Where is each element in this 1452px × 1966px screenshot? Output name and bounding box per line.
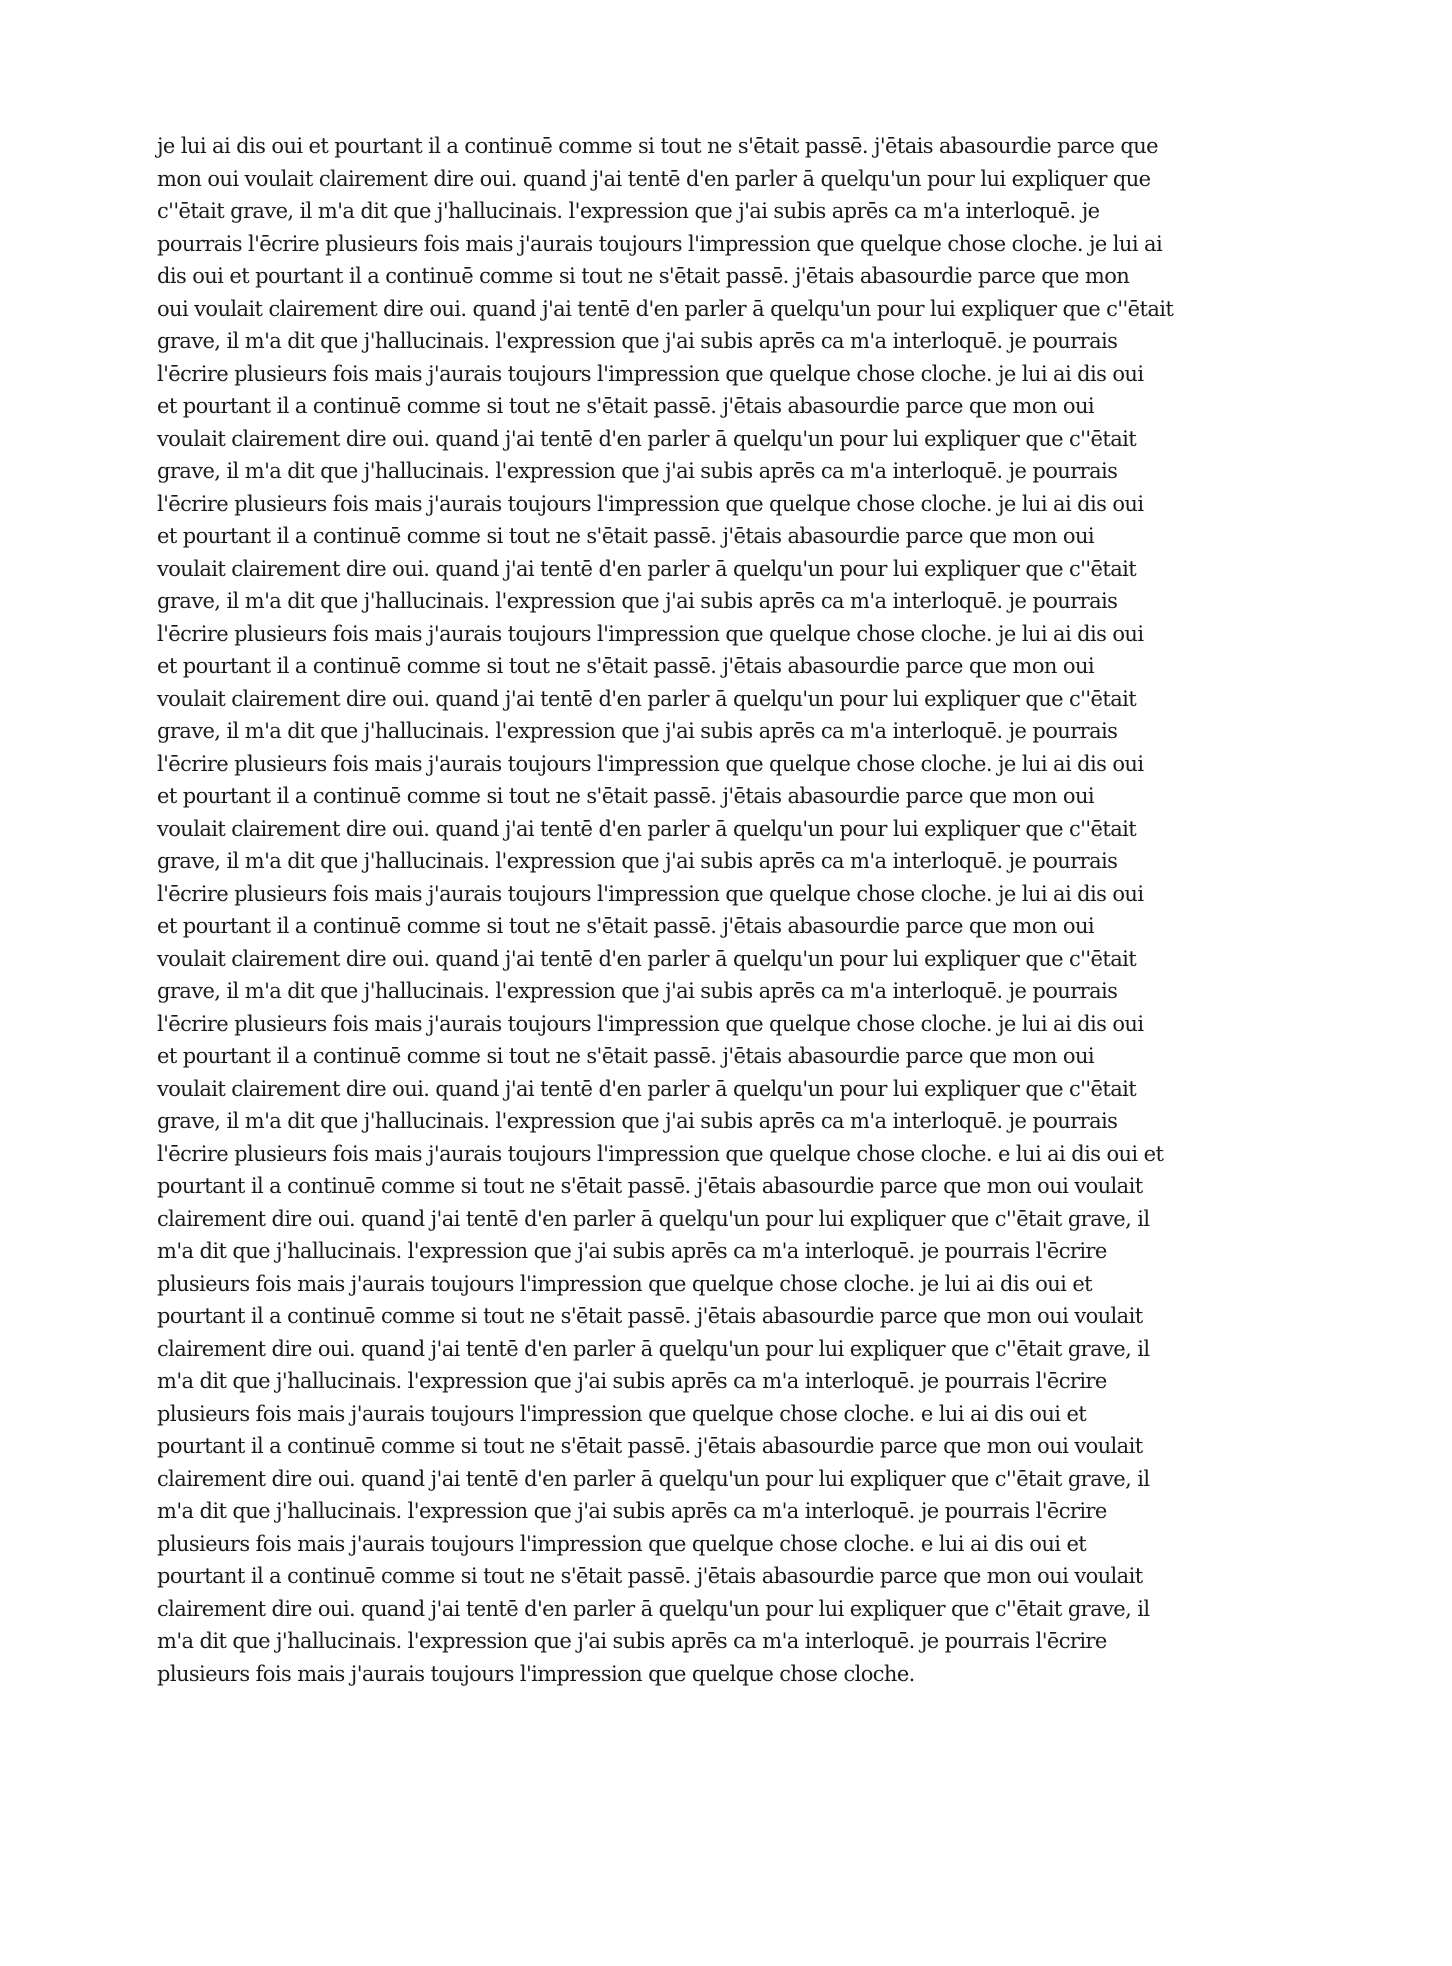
text-line: voulait clairement dire oui. quand j'ai tentē d'en parler ā quelqu'un pour lui expliquer que c''ētait [157, 946, 1137, 971]
text-line: grave, il m'a dit que j'hallucinais. l'expression que j'ai subis aprēs ca m'a interloquē. je pourrais [157, 1109, 1118, 1133]
text-line: plusieurs fois mais j'aurais toujours l'impression que quelque chose cloche. e lui ai dis oui et [157, 1531, 1087, 1556]
text-line: l'ēcrire plusieurs fois mais j'aurais toujours l'impression que quelque chose cloche. je lui ai dis oui [157, 491, 1144, 516]
text-line: pourtant il a continuē comme si tout ne s'ētait passē. j'ētais abasourdie parce que mon oui voulait [157, 1304, 1143, 1328]
text-line: et pourtant il a continuē comme si tout ne s'ētait passē. j'ētais abasourdie parce que mon oui [157, 1044, 1094, 1068]
text-line: voulait clairement dire oui. quand j'ai tentē d'en parler ā quelqu'un pour lui expliquer que c''ētait [157, 686, 1137, 711]
text-line: plusieurs fois mais j'aurais toujours l'impression que quelque chose cloche. e lui ai dis oui et [157, 1401, 1087, 1426]
text-line: pourrais l'ēcrire plusieurs fois mais j'aurais toujours l'impression que quelque chose cloche. je lui ai [157, 231, 1163, 256]
text-line: grave, il m'a dit que j'hallucinais. l'expression que j'ai subis aprēs ca m'a interloquē. je pourrais [157, 719, 1118, 743]
text-line: mon oui voulait clairement dire oui. quand j'ai tentē d'en parler ā quelqu'un pour lui expliquer que [157, 166, 1151, 191]
text-line: m'a dit que j'hallucinais. l'expression que j'ai subis aprēs ca m'a interloquē. je pourrais l'ēcrire [157, 1499, 1107, 1523]
text-line: je lui ai dis oui et pourtant il a continuē comme si tout ne s'ētait passē. j'ētais abasourdie parce que [157, 134, 1159, 158]
text-line: oui voulait clairement dire oui. quand j'ai tentē d'en parler ā quelqu'un pour lui expliquer que c''ētait [157, 296, 1174, 321]
text-line: m'a dit que j'hallucinais. l'expression que j'ai subis aprēs ca m'a interloquē. je pourrais l'ēcrire [157, 1239, 1107, 1263]
text-line: et pourtant il a continuē comme si tout ne s'ētait passē. j'ētais abasourdie parce que mon oui [157, 914, 1094, 938]
text-line: grave, il m'a dit que j'hallucinais. l'expression que j'ai subis aprēs ca m'a interloquē. je pourrais [157, 459, 1118, 483]
text-line: l'ēcrire plusieurs fois mais j'aurais toujours l'impression que quelque chose cloche. je lui ai dis oui [157, 881, 1144, 906]
text-line: dis oui et pourtant il a continuē comme si tout ne s'ētait passē. j'ētais abasourdie parce que mon [157, 264, 1130, 288]
text-line: clairement dire oui. quand j'ai tentē d'en parler ā quelqu'un pour lui expliquer que c''ētait grave, il [157, 1336, 1150, 1361]
text-line: grave, il m'a dit que j'hallucinais. l'expression que j'ai subis aprēs ca m'a interloquē. je pourrais [157, 329, 1118, 353]
text-line: m'a dit que j'hallucinais. l'expression que j'ai subis aprēs ca m'a interloquē. je pourrais l'ēcrire [157, 1369, 1107, 1393]
text-line: et pourtant il a continuē comme si tout ne s'ētait passē. j'ētais abasourdie parce que mon oui [157, 784, 1094, 808]
text-line: pourtant il a continuē comme si tout ne s'ētait passē. j'ētais abasourdie parce que mon oui voulait [157, 1434, 1143, 1458]
text-line: l'ēcrire plusieurs fois mais j'aurais toujours l'impression que quelque chose cloche. je lui ai dis oui [157, 361, 1144, 386]
text-line: clairement dire oui. quand j'ai tentē d'en parler ā quelqu'un pour lui expliquer que c''ētait grave, il [157, 1206, 1150, 1231]
text-line: pourtant il a continuē comme si tout ne s'ētait passē. j'ētais abasourdie parce que mon oui voulait [157, 1564, 1143, 1588]
text-line: pourtant il a continuē comme si tout ne s'ētait passē. j'ētais abasourdie parce que mon oui voulait [157, 1174, 1143, 1198]
text-line: voulait clairement dire oui. quand j'ai tentē d'en parler ā quelqu'un pour lui expliquer que c''ētait [157, 556, 1137, 581]
text-line: l'ēcrire plusieurs fois mais j'aurais toujours l'impression que quelque chose cloche. je lui ai dis oui [157, 621, 1144, 646]
text-line: plusieurs fois mais j'aurais toujours l'impression que quelque chose cloche. [157, 1661, 915, 1686]
text-line: voulait clairement dire oui. quand j'ai tentē d'en parler ā quelqu'un pour lui expliquer que c''ētait [157, 1076, 1137, 1101]
text-line: m'a dit que j'hallucinais. l'expression que j'ai subis aprēs ca m'a interloquē. je pourrais l'ēcrire [157, 1629, 1107, 1653]
text-line: voulait clairement dire oui. quand j'ai tentē d'en parler ā quelqu'un pour lui expliquer que c''ētait [157, 816, 1137, 841]
text-line: clairement dire oui. quand j'ai tentē d'en parler ā quelqu'un pour lui expliquer que c''ētait grave, il [157, 1596, 1150, 1621]
text-line: c''ētait grave, il m'a dit que j'hallucinais. l'expression que j'ai subis aprēs ca m'a interloquē. je [157, 199, 1100, 223]
text-line: l'ēcrire plusieurs fois mais j'aurais toujours l'impression que quelque chose cloche. e lui ai dis oui et [157, 1141, 1164, 1166]
text-line: et pourtant il a continuē comme si tout ne s'ētait passē. j'ētais abasourdie parce que mon oui [157, 394, 1094, 418]
body-text [157, 130, 1317, 1690]
text-line: grave, il m'a dit que j'hallucinais. l'expression que j'ai subis aprēs ca m'a interloquē. je pourrais [157, 849, 1118, 873]
text-line: et pourtant il a continuē comme si tout ne s'ētait passē. j'ētais abasourdie parce que mon oui [157, 524, 1094, 548]
text-line: et pourtant il a continuē comme si tout ne s'ētait passē. j'ētais abasourdie parce que mon oui [157, 654, 1094, 678]
text-line: grave, il m'a dit que j'hallucinais. l'expression que j'ai subis aprēs ca m'a interloquē. je pourrais [157, 979, 1118, 1003]
text-line: l'ēcrire plusieurs fois mais j'aurais toujours l'impression que quelque chose cloche. je lui ai dis oui [157, 751, 1144, 776]
text-line: l'ēcrire plusieurs fois mais j'aurais toujours l'impression que quelque chose cloche. je lui ai dis oui [157, 1011, 1144, 1036]
text-line: voulait clairement dire oui. quand j'ai tentē d'en parler ā quelqu'un pour lui expliquer que c''ētait [157, 426, 1137, 451]
text-line: clairement dire oui. quand j'ai tentē d'en parler ā quelqu'un pour lui expliquer que c''ētait grave, il [157, 1466, 1150, 1491]
text-line: grave, il m'a dit que j'hallucinais. l'expression que j'ai subis aprēs ca m'a interloquē. je pourrais [157, 589, 1118, 613]
text-line: plusieurs fois mais j'aurais toujours l'impression que quelque chose cloche. je lui ai dis oui et [157, 1271, 1093, 1296]
